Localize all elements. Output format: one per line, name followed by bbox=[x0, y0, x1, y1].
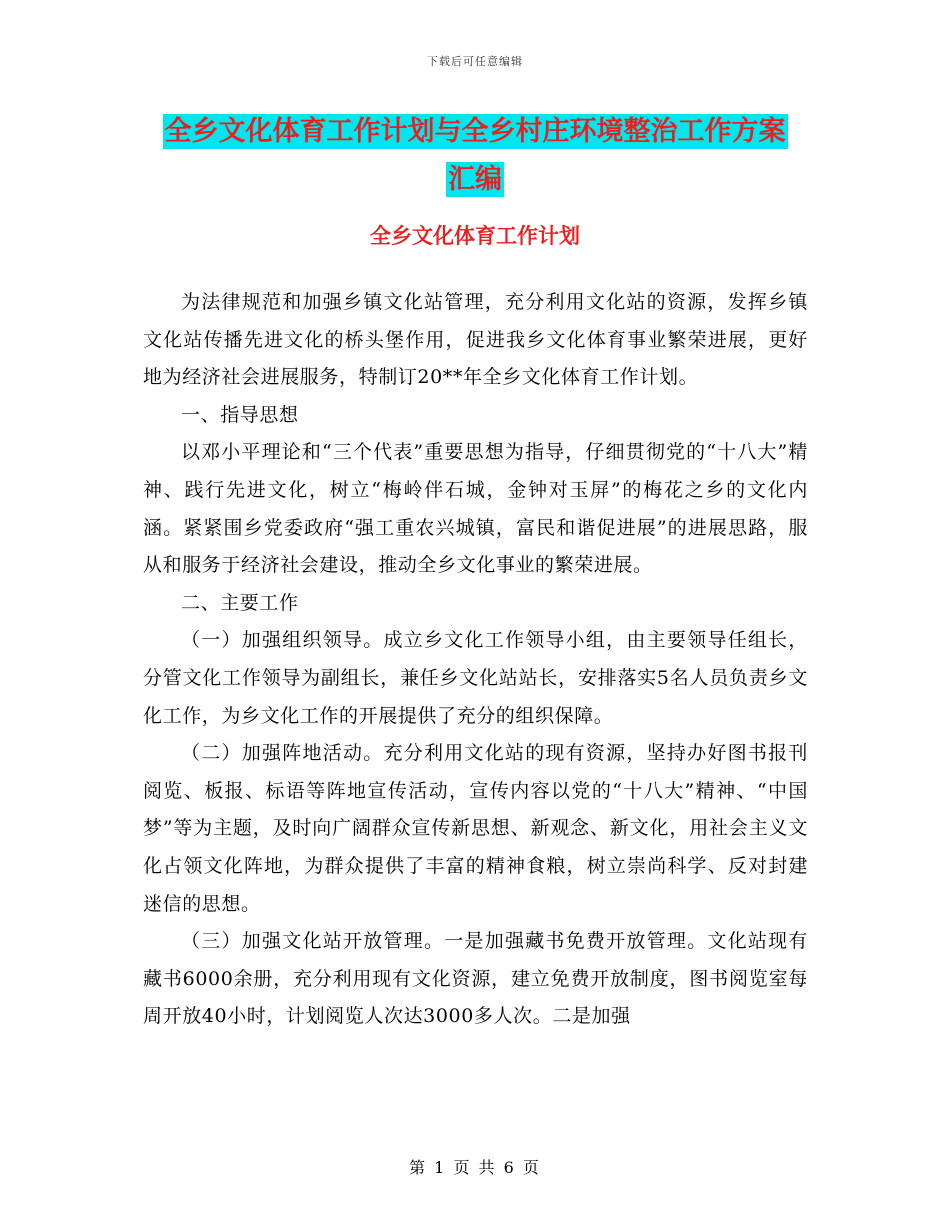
paragraph-guiding-ideology: 以邓小平理论和“三个代表”重要思想为指导，仔细贯彻党的“十八大”精神、践行先进文化，树立“梅岭伴石城，金钟对玉屏”的梅花之乡的文化内涵。紧紧围乡党委政府“强工重农兴城镇，富民和谐促进展”的进展思路，服从和服务于经济社会建设，推动全乡文化事业的繁荣进展。 bbox=[143, 441, 808, 577]
header-note: 下载后可任意编辑 bbox=[427, 55, 523, 68]
paragraph-station-management: （三）加强文化站开放管理。一是加强藏书免费开放管理。文化站现有藏书6000余册，充分利用现有文化资源，建立免费开放制度，图书阅览室每周开放40小时，计划阅览人次达3000多人次。二是加强 bbox=[143, 930, 808, 1028]
document-title bbox=[0, 108, 950, 204]
paragraph-intro: 为法律规范和加强乡镇文化站管理，充分利用文化站的资源，发挥乡镇文化站传播先进文化的桥头堡作用，促进我乡文化体育事业繁荣进展，更好地为经济社会进展服务，特制订20**年全乡文化体育工作计划。 bbox=[143, 291, 808, 389]
page-number: 第 1 页 共 6 页 bbox=[409, 1158, 541, 1177]
document-body bbox=[143, 284, 808, 1036]
section-title: 全乡文化体育工作计划 bbox=[370, 224, 580, 248]
heading-guiding-ideology: 一、指导思想 bbox=[181, 403, 299, 426]
paragraph-activities: （二）加强阵地活动。充分利用文化站的现有资源，坚持办好图书报刊阅览、板报、标语等阵地宣传活动，宣传内容以党的“十八大”精神、“中国梦”等为主题，及时向广阔群众宣传新思想、新观念、新文化，用社会主义文化占领文化阵地，为群众提供了丰富的精神食粮，树立崇尚科学、反对封建迷信的思想。 bbox=[143, 742, 808, 915]
title-line-2: 汇编 bbox=[448, 164, 502, 195]
paragraph-organization: （一）加强组织领导。成立乡文化工作领导小组，由主要领导任组长，分管文化工作领导为副组长，兼任乡文化站站长，安排落实5名人员负责乡文化工作，为乡文化工作的开展提供了充分的组织保障。 bbox=[143, 629, 808, 727]
heading-main-work: 二、主要工作 bbox=[181, 591, 299, 614]
title-line-1: 全乡文化体育工作计划与全乡村庄环境整治工作方案 bbox=[164, 116, 786, 147]
